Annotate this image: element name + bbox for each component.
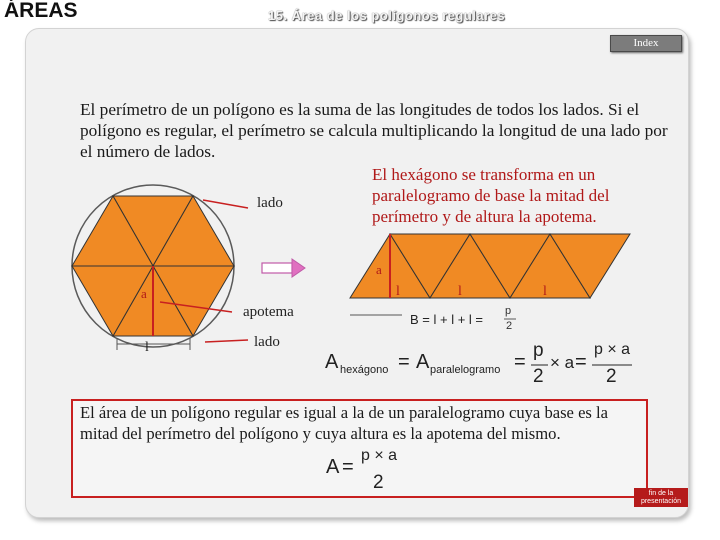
parallelogram-shape <box>350 234 630 298</box>
intro-paragraph: El perímetro de un polígono es la suma de las longitudes de todos los lados. Si el polígono es regular, el perímetro se calcula multiplicando la longitud de una lado por el número de lados. <box>80 100 668 161</box>
para-label-l-1: l <box>396 284 400 299</box>
formula-equals-3: = <box>575 351 587 373</box>
formula-frac1-num: p <box>533 340 544 361</box>
base-frac-den: 2 <box>506 320 513 332</box>
slide-subtitle: 15. Área de los polígonos regulares <box>268 8 506 23</box>
label-lado-top: lado <box>257 195 283 211</box>
formula-frac1-den: 2 <box>533 366 544 387</box>
end-presentation-button[interactable] <box>634 488 688 507</box>
end-button-line1: fin de la <box>648 490 674 497</box>
formula-equals-2: = <box>514 351 526 373</box>
hexagon-note: El hexágono se transforma en un paralelogramo de base la mitad del perímetro y de altura la apotema. <box>372 165 610 226</box>
index-button[interactable]: Index <box>610 35 682 52</box>
hex-label-a: a <box>141 286 147 301</box>
para-label-l-2: l <box>458 284 462 299</box>
para-label-l-3: l <box>543 284 547 299</box>
transform-arrow-icon <box>262 259 305 277</box>
hex-label-l: l <box>145 340 149 355</box>
formula-mid: A <box>416 351 430 373</box>
formula-frac2-den: 2 <box>606 366 617 387</box>
final-formula-equals: = <box>342 456 354 478</box>
base-frac-num: p <box>505 305 512 317</box>
base-formula: B = l + l + l = <box>410 312 483 327</box>
end-button-line2: presentación <box>640 498 682 505</box>
leader-lado-bottom <box>205 340 248 342</box>
formula-frac2-num: p × a <box>594 341 631 358</box>
formula-times-a: × a <box>550 353 575 372</box>
formula-lhs: A <box>325 351 339 373</box>
final-formula-lhs: A <box>326 456 340 478</box>
label-apotema: apotema <box>243 304 294 320</box>
para-label-a: a <box>376 262 382 277</box>
final-formula-den: 2 <box>373 472 384 493</box>
label-lado-bottom: lado <box>254 334 280 350</box>
formula-equals-1: = <box>398 351 410 373</box>
formula-lhs-sub: hexágono <box>340 364 389 376</box>
leader-lado-top <box>203 200 248 208</box>
conclusion-text: El área de un polígono regular es igual a la de un paralelogramo cuya base es la mitad del perímetro del polígono y cuya altura es la apotema del mismo. <box>80 403 609 443</box>
slide-title: ÁREAS <box>4 0 78 22</box>
formula-mid-sub: paralelogramo <box>430 364 501 376</box>
final-formula-num: p × a <box>361 447 398 464</box>
